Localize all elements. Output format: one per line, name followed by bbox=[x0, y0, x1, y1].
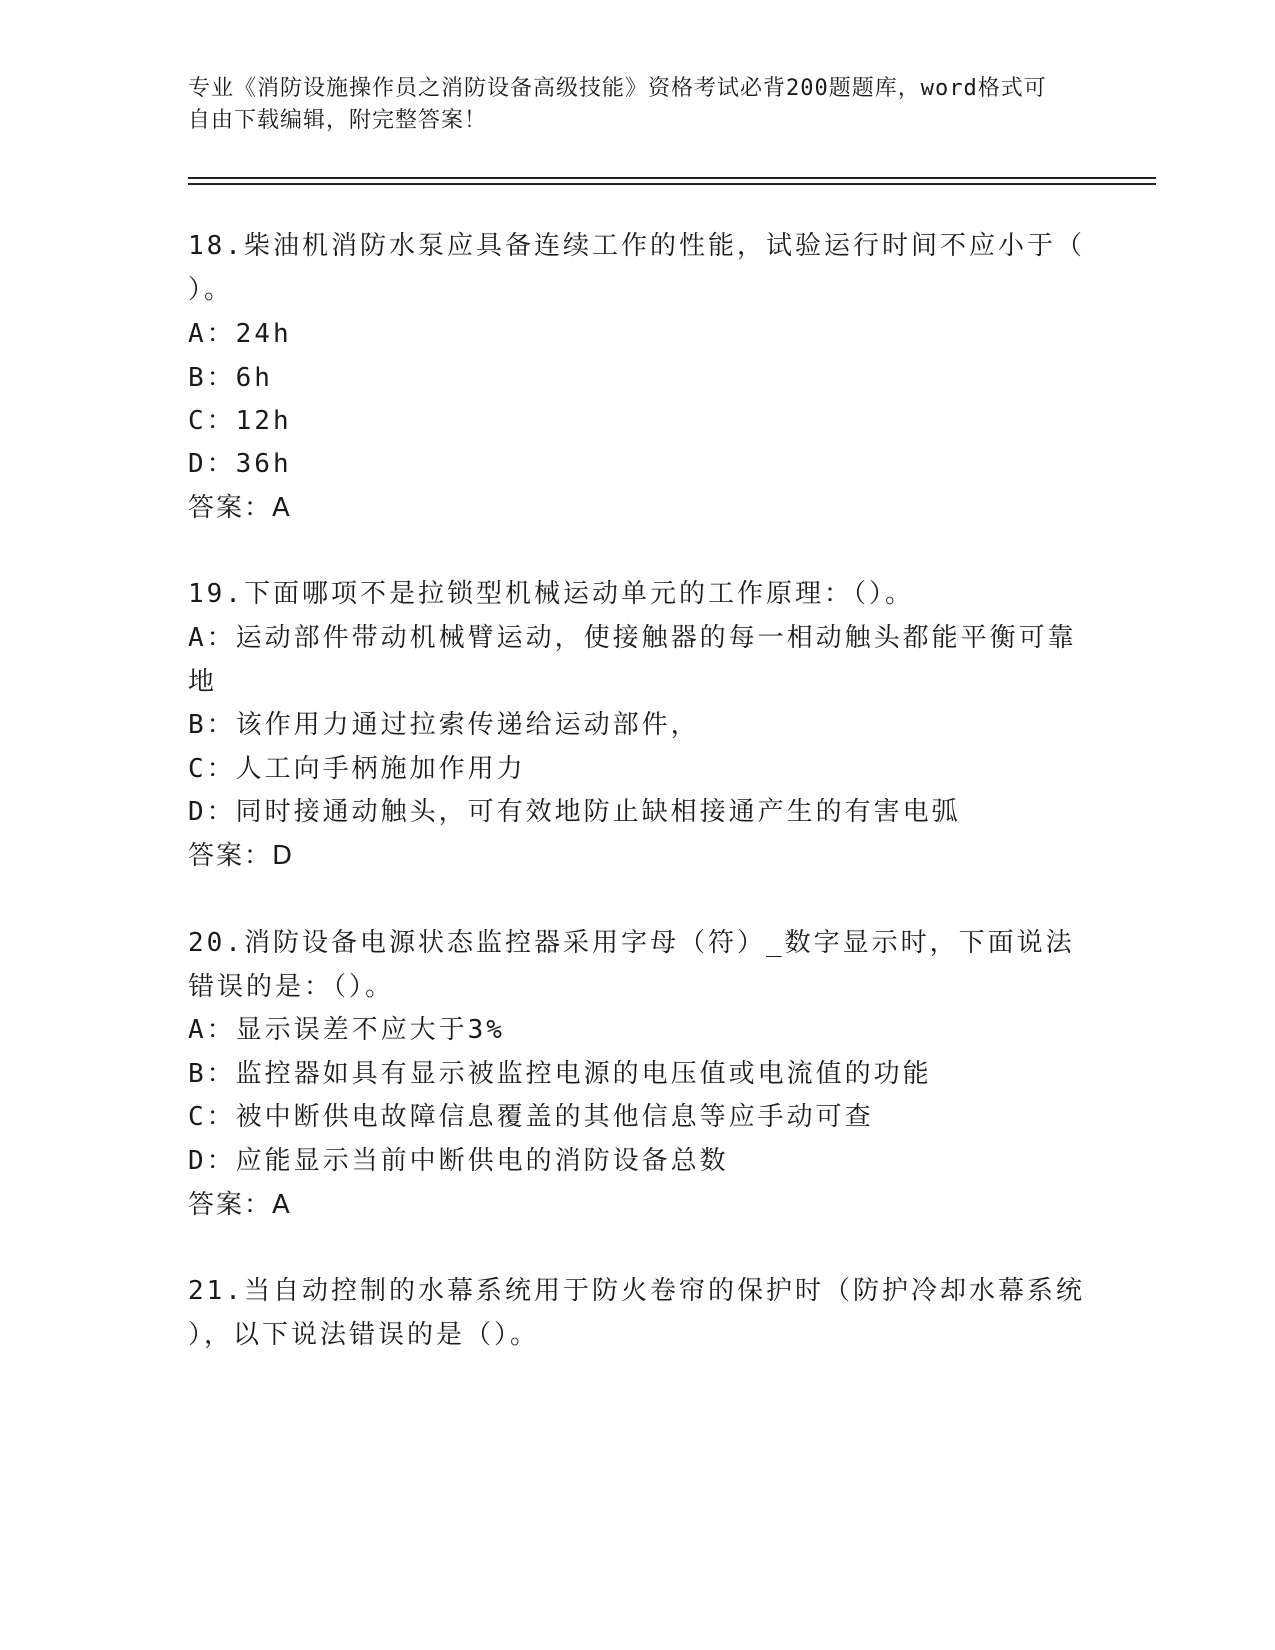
question-20-answer: 答案：A bbox=[188, 1190, 292, 1220]
question-18-option-d: D：36h bbox=[188, 449, 292, 479]
question-20-option-a: A：显示误差不应大于3% bbox=[188, 1015, 505, 1045]
question-19-option-b: B：该作用力通过拉索传递给运动部件， bbox=[188, 710, 700, 740]
question-19-option-a: A：运动部件带动机械臂运动，使接触器的每一相动触头都能平衡可靠 bbox=[188, 623, 1077, 653]
header-divider-line-secondary bbox=[188, 183, 1156, 185]
question-19-option-d: D：同时接通动触头，可有效地防止缺相接通产生的有害电弧 bbox=[188, 797, 961, 827]
document-header: 专业《消防设施操作员之消防设备高级技能》资格考试必背200题题库，word格式可自由下载编辑，附完整答案！ bbox=[188, 76, 1047, 133]
question-18-option-c: C：12h bbox=[188, 406, 292, 436]
question-19-text: 19.下面哪项不是拉锁型机械运动单元的工作原理：（）。 bbox=[188, 579, 914, 609]
question-21-text-cont: ），以下说法错误的是（）。 bbox=[188, 1320, 540, 1350]
question-20-option-b: B：监控器如具有显示被监控电源的电压值或电流值的功能 bbox=[188, 1059, 932, 1089]
question-19-option-a-cont: 地 bbox=[188, 667, 218, 697]
question-18-option-b: B：6h bbox=[188, 363, 273, 393]
question-18-answer: 答案：A bbox=[188, 493, 292, 523]
question-18-text: 18.柴油机消防水泵应具备连续工作的性能，试验运行时间不应小于（ bbox=[188, 231, 1085, 261]
question-21-text: 21.当自动控制的水幕系统用于防火卷帘的保护时（防护冷却水幕系统 bbox=[188, 1276, 1085, 1306]
question-18-text-cont: ）。 bbox=[188, 275, 234, 305]
question-20-text: 20.消防设备电源状态监控器采用字母（符）_数字显示时，下面说法 bbox=[188, 928, 1075, 958]
question-19-answer: 答案：D bbox=[188, 841, 295, 871]
question-20-option-c: C：被中断供电故障信息覆盖的其他信息等应手动可查 bbox=[188, 1102, 874, 1132]
question-20-text-cont: 错误的是：（）。 bbox=[188, 972, 395, 1002]
question-20-option-d: D：应能显示当前中断供电的消防设备总数 bbox=[188, 1146, 729, 1176]
question-18-option-a: A：24h bbox=[188, 319, 292, 349]
header-divider-line bbox=[188, 177, 1156, 179]
question-19-option-c: C：人工向手柄施加作用力 bbox=[188, 754, 526, 784]
